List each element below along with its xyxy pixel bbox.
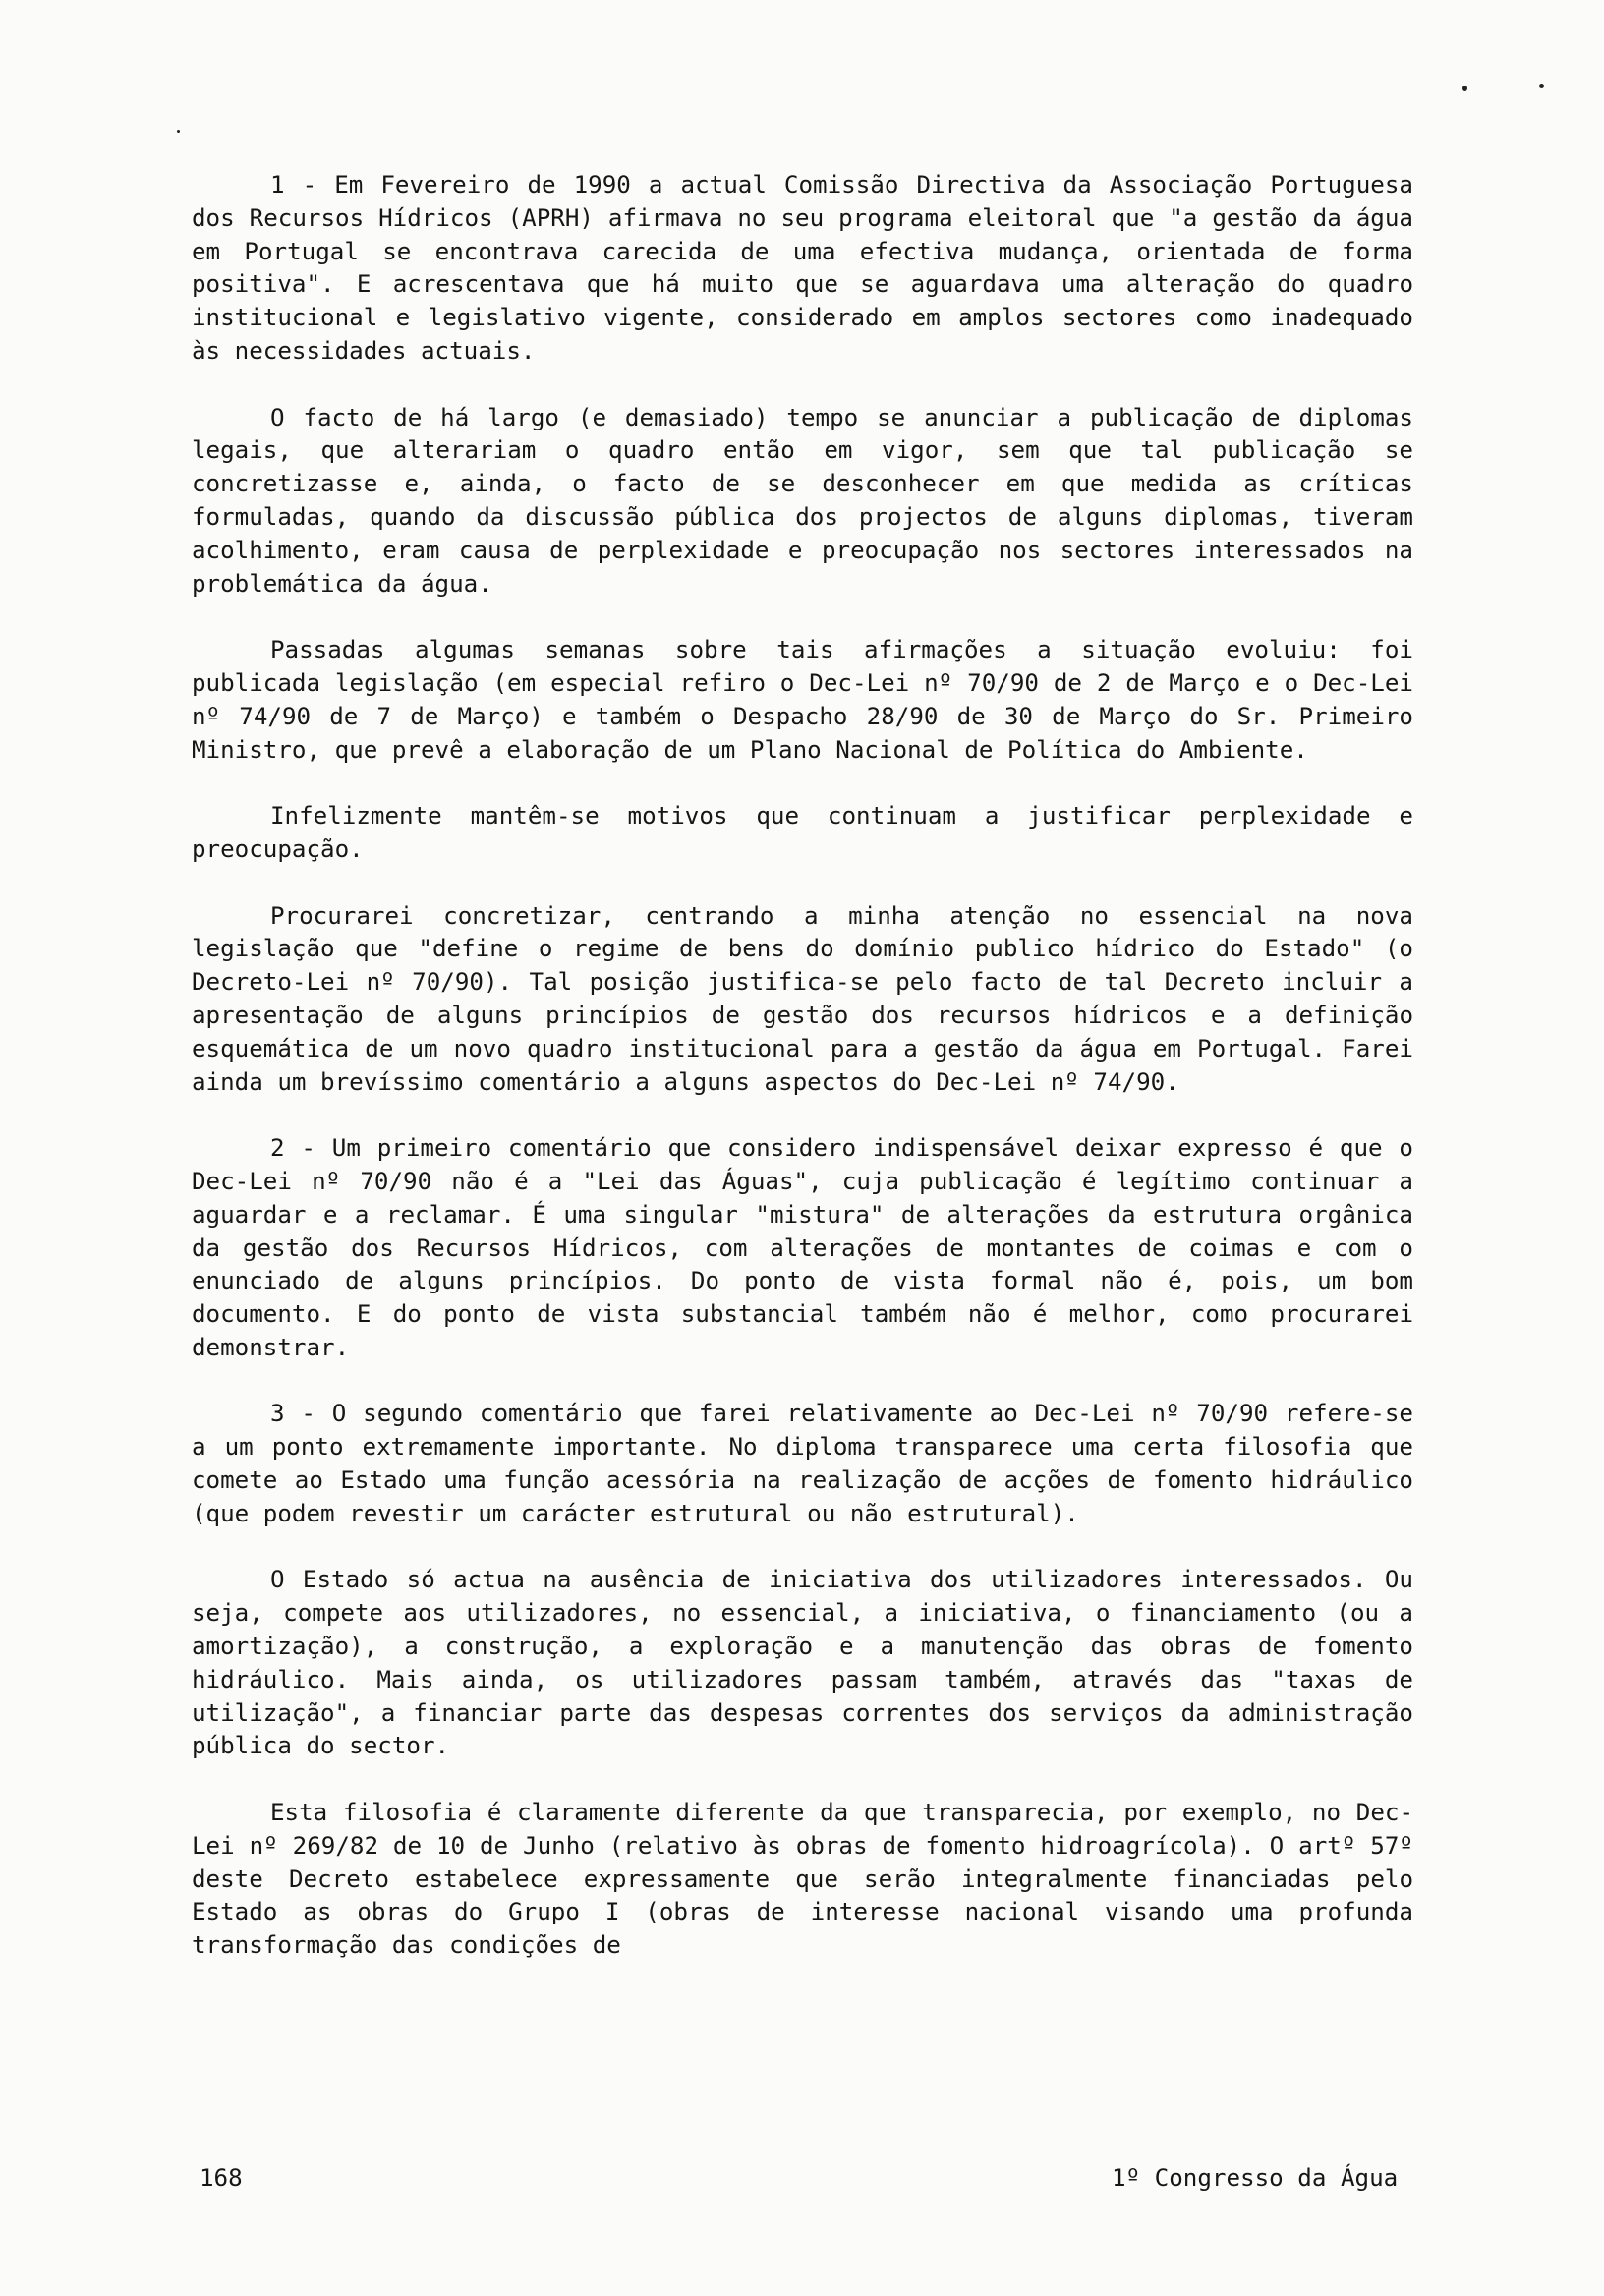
paragraph-5: Procurarei concretizar, centrando a minha atenção no essencial na nova legislação que "define o regime de bens do domínio publico hídrico do Estado" (o Decreto-Lei nº 70/90). Tal posição justifica-se pelo facto de tal Decreto incluir a apresentação de alguns princípios de gestão dos recursos hídricos e a definição esquemática de um novo quadro institucional para a gestão da água em Portugal. Farei ainda um brevíssimo comentário a alguns aspectos do Dec-Lei nº 74/90. [192,901,1413,1096]
paragraph-1: 1 - Em Fevereiro de 1990 a actual Comissão Directiva da Associação Portuguesa dos Recursos Hídricos (APRH) afirmava no seu programa eleitoral que "a gestão da água em Portugal se encontrava carecida de uma efectiva mudança, orientada de forma positiva". E acrescentava que há muito que se aguardava uma alteração do quadro institucional e legislativo vigente, considerado em amplos sectores como inadequado às necessidades actuais. [192,171,1413,365]
paragraph-3: Passadas algumas semanas sobre tais afirmações a situação evoluiu: foi publicada legislação (em especial refiro o Dec-Lei nº 70/90 de 2 de Março e o Dec-Lei nº 74/90 de 7 de Março) e também o Despacho 28/90 de 30 de Março do Sr. Primeiro Ministro, que prevê a elaboração de um Plano Nacional de Política do Ambiente. [192,636,1413,764]
paragraph-4: Infelizmente mantêm-se motivos que continuam a justificar perplexidade e preocupação. [192,802,1413,863]
publication-title: 1º Congresso da Água [1112,2164,1399,2192]
scan-speck [177,130,180,133]
page-number: 168 [200,2164,243,2192]
paragraph-6: 2 - Um primeiro comentário que considero indispensável deixar expresso é que o Dec-Lei nº 70/90 não é a "Lei das Águas", cuja publicação é legítimo continuar a aguardar e a reclamar. É uma singular "mistura" de alterações da estrutura orgânica da gestão dos Recursos Hídricos, com alterações de montantes de coimas e com o enunciado de alguns princípios. Do ponto de vista formal não é, pois, um bom documento. E do ponto de vista substancial também não é melhor, como procurarei demonstrar. [192,1134,1413,1361]
paragraph-2: O facto de há largo (e demasiado) tempo se anunciar a publicação de diplomas legais, que alterariam o quadro então em vigor, sem que tal publicação se concretizasse e, ainda, o facto de se desconhecer em que medida as críticas formuladas, quando da discussão pública dos projectos de alguns diplomas, tiveram acolhimento, eram causa de perplexidade e preocupação nos sectores interessados na problemática da água. [192,403,1413,598]
paragraph-7: 3 - O segundo comentário que farei relativamente ao Dec-Lei nº 70/90 refere-se a um ponto extremamente importante. No diploma transparece uma certa filosofia que comete ao Estado uma função acessória na realização de acções de fomento hidráulico (que podem revestir um carácter estrutural ou não estrutural). [192,1400,1413,1527]
paragraph-8: O Estado só actua na ausência de iniciativa dos utilizadores interessados. Ou seja, compete aos utilizadores, no essencial, a iniciativa, o financiamento (ou a amortização), a construção, a exploração e a manutenção das obras de fomento hidráulico. Mais ainda, os utilizadores passam também, através das "taxas de utilização", a financiar parte das despesas correntes dos serviços da administração pública do sector. [192,1566,1413,1760]
scan-speck [1462,86,1467,91]
paragraph-9: Esta filosofia é claramente diferente da que transparecia, por exemplo, no Dec-Lei nº 269/82 de 10 de Junho (relativo às obras de fomento hidroagrícola). O artº 57º deste Decreto estabelece expressamente que serão integralmente financiadas pelo Estado as obras do Grupo I (obras de interesse nacional visando uma profunda transformação das condições de [192,1799,1413,1960]
document-body [192,169,1413,1963]
scan-speck [1539,84,1544,88]
